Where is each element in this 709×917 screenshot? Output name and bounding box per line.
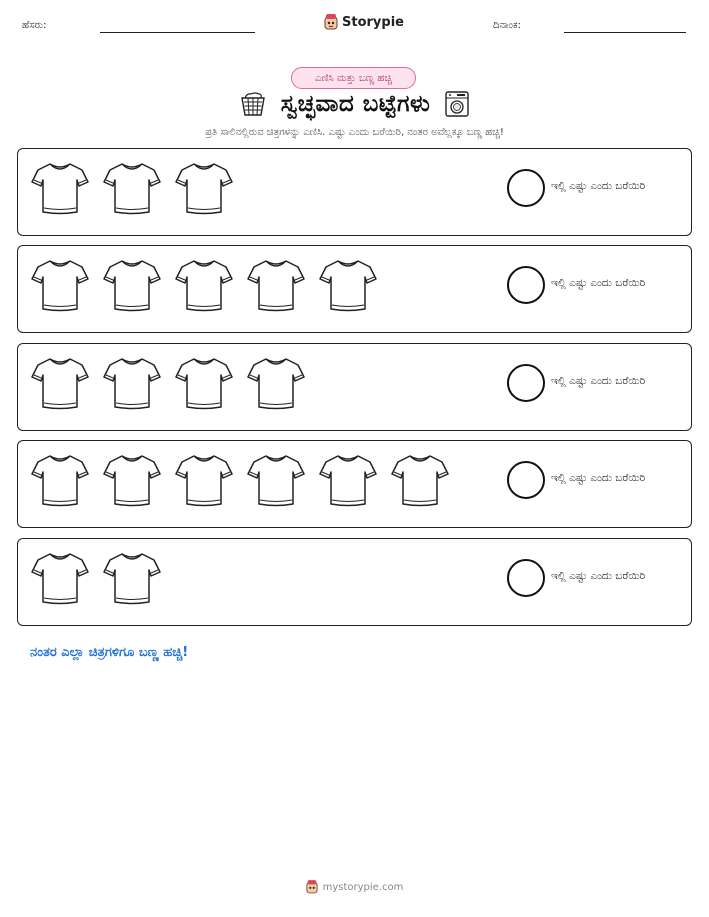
date-label: ದಿನಾಂಕ:	[493, 20, 521, 31]
washing-machine-icon	[444, 90, 470, 118]
storypie-mascot-icon	[306, 880, 318, 894]
t-shirt-icon	[102, 257, 162, 313]
t-shirt-icon	[174, 355, 234, 411]
site-url: mystorypie.com	[322, 881, 404, 893]
count-row-3	[17, 343, 692, 431]
t-shirt-icon	[318, 257, 378, 313]
t-shirt-icon	[318, 452, 378, 508]
footer-note: ನಂತರ ಎಲ್ಲಾ ಚಿತ್ರಗಳಿಗೂ ಬಣ್ಣ ಹಚ್ಚಿ!	[30, 645, 189, 660]
t-shirt-icon	[102, 160, 162, 216]
t-shirt-icon	[174, 160, 234, 216]
site-footer	[0, 880, 709, 894]
title-area	[0, 90, 709, 118]
activity-badge: ಎಣಿಸಿ ಮತ್ತು ಬಣ್ಣ ಹಚ್ಚಿ	[291, 67, 416, 89]
answer-circle[interactable]	[507, 461, 545, 499]
count-row-4	[17, 440, 692, 528]
t-shirt-icon	[30, 452, 90, 508]
shirt-group	[30, 160, 234, 216]
t-shirt-icon	[102, 452, 162, 508]
answer-circle[interactable]	[507, 364, 545, 402]
count-row-2	[17, 245, 692, 333]
storypie-mascot-icon	[324, 14, 338, 30]
name-field[interactable]	[100, 32, 255, 33]
t-shirt-icon	[174, 257, 234, 313]
name-label: ಹೆಸರು:	[22, 20, 47, 31]
answer-prompt: ಇಲ್ಲಿ ಎಷ್ಟು ಎಂದು ಬರೆಯಿರಿ	[551, 277, 646, 289]
count-row-5	[17, 538, 692, 626]
answer-circle[interactable]	[507, 266, 545, 304]
t-shirt-icon	[102, 550, 162, 606]
answer-circle[interactable]	[507, 559, 545, 597]
t-shirt-icon	[246, 452, 306, 508]
answer-circle[interactable]	[507, 169, 545, 207]
count-row-1	[17, 148, 692, 236]
page-title: ಸ್ವಚ್ಛವಾದ ಬಟ್ಟೆಗಳು	[280, 91, 431, 117]
laundry-basket-icon	[239, 91, 267, 117]
date-field[interactable]	[564, 32, 686, 33]
shirt-group	[30, 257, 378, 313]
answer-prompt: ಇಲ್ಲಿ ಎಷ್ಟು ಎಂದು ಬರೆಯಿರಿ	[551, 570, 646, 582]
t-shirt-icon	[30, 550, 90, 606]
t-shirt-icon	[246, 355, 306, 411]
t-shirt-icon	[30, 257, 90, 313]
shirt-group	[30, 452, 450, 508]
brand-logo	[324, 14, 404, 30]
answer-prompt: ಇಲ್ಲಿ ಎಷ್ಟು ಎಂದು ಬರೆಯಿರಿ	[551, 180, 646, 192]
answer-prompt: ಇಲ್ಲಿ ಎಷ್ಟು ಎಂದು ಬರೆಯಿರಿ	[551, 375, 646, 387]
instruction-text: ಪ್ರತಿ ಸಾಲಿನಲ್ಲಿರುವ ಚಿತ್ರಗಳನ್ನು ಎಣಿಸಿ. ಎಷ್ಟು ಎಂದು ಬರೆಯಿರಿ, ನಂತರ ಅವೆಲ್ಲಕ್ಕೂ ಬಣ್ಣ ಹಚ್ಚಿ!	[205, 127, 504, 138]
answer-prompt: ಇಲ್ಲಿ ಎಷ್ಟು ಎಂದು ಬರೆಯಿರಿ	[551, 472, 646, 484]
brand-name: Storypie	[342, 14, 404, 30]
t-shirt-icon	[390, 452, 450, 508]
shirt-group	[30, 355, 306, 411]
t-shirt-icon	[174, 452, 234, 508]
t-shirt-icon	[102, 355, 162, 411]
t-shirt-icon	[30, 355, 90, 411]
t-shirt-icon	[246, 257, 306, 313]
shirt-group	[30, 550, 162, 606]
t-shirt-icon	[30, 160, 90, 216]
